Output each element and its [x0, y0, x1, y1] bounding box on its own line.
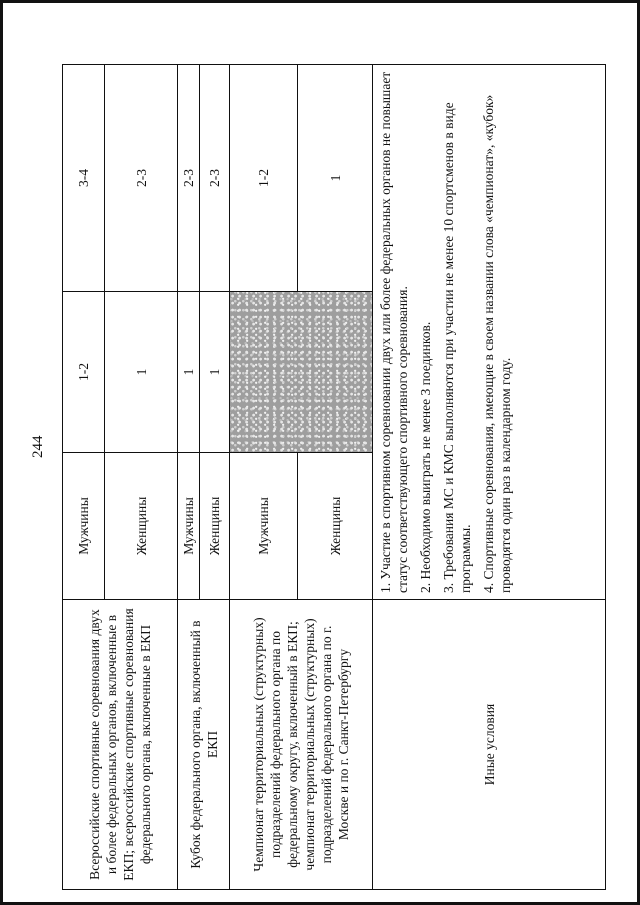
value-cell: 1	[178, 292, 200, 453]
value-cell: 1	[105, 292, 178, 453]
gender-cell: Женщины	[298, 453, 373, 600]
value-cell: 2-3	[200, 65, 230, 292]
competition-cell: Всероссийские спортивные соревнования двух и более федеральных органов, включенные в ЕКП; всероссийские спортивные соревнования федерального органа, включенные в ЕКП	[63, 600, 178, 890]
value-cell: 1	[298, 65, 373, 292]
gender-cell: Мужчины	[63, 453, 105, 600]
other-conditions-label: Иные условия	[373, 600, 606, 890]
value-cell: 1-2	[230, 65, 298, 292]
table-row	[178, 65, 200, 890]
condition-item: 3. Требования МС и КМС выполняются при участии не менее 10 спортсменов в виде программы.	[441, 102, 473, 593]
competition-cell: Чемпионат территориальных (структурных) подразделений федерального органа по федеральному округу, включенный в ЕКП; чемпионат территориальных (структурных) подразделений федерального органа по г. Москве и по г. Санкт-Петербургу	[230, 600, 373, 890]
value-cell: 2-3	[178, 65, 200, 292]
competition-cell: Кубок федерального органа, включенный в ЕКП	[178, 600, 230, 890]
condition-item: 2. Необходимо выиграть не менее 3 поединков.	[418, 321, 433, 593]
table-row	[63, 65, 105, 890]
value-cell: 1-2	[63, 292, 105, 453]
page-number: 244	[30, 435, 46, 458]
gender-cell: Мужчины	[178, 453, 200, 600]
scan-edge-left	[0, 0, 3, 905]
table-row	[373, 65, 606, 890]
gender-cell: Женщины	[200, 453, 230, 600]
rotated-page	[30, 65, 628, 890]
value-cell: 3-4	[63, 65, 105, 292]
qualification-table	[62, 64, 606, 890]
table-row	[230, 65, 298, 890]
value-cell: 2-3	[105, 65, 178, 292]
gender-cell: Женщины	[105, 453, 178, 600]
other-conditions-text	[373, 65, 606, 600]
scan-edge-top	[0, 0, 640, 3]
condition-item: 4. Спортивные соревнования, имеющие в своем названии слова «чемпионат», «кубок» проводятся один раз в календарном году.	[481, 94, 513, 593]
gender-cell: Мужчины	[230, 453, 298, 600]
value-cell: 1	[200, 292, 230, 453]
shaded-empty-cell	[230, 292, 373, 453]
condition-item: 1. Участие в спортивном соревновании двух или более федеральных органов не повышает статус соответствующего спортивного соревнования.	[378, 71, 410, 593]
